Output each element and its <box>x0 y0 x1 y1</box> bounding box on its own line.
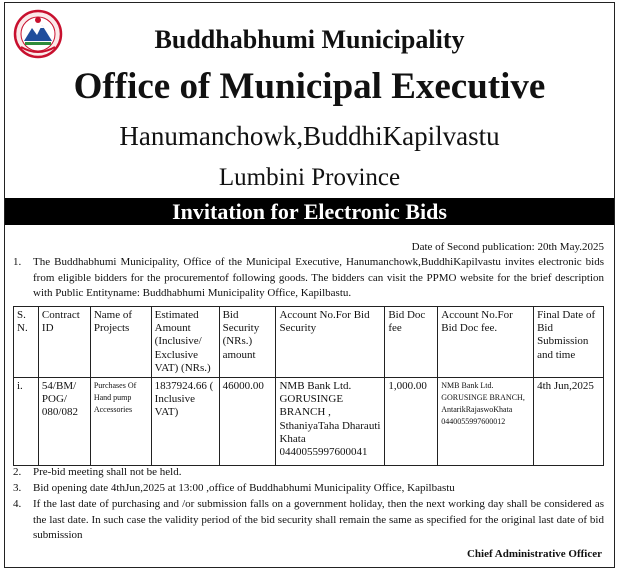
paragraph-number: 1. <box>13 256 22 268</box>
paragraph-3 <box>13 481 604 497</box>
table-row <box>14 378 604 466</box>
paragraph-2 <box>13 465 604 481</box>
column-header: Bid Doc fee <box>385 307 438 378</box>
cell-final-date: 4th Jun,2025 <box>534 378 604 466</box>
office-title: Office of Municipal Executive <box>73 66 546 107</box>
column-header: Account No.For Bid Doc fee. <box>438 307 534 378</box>
paragraph-text: Bid opening date 4thJun,2025 at 13:00 ,office of Buddhabhumi Municipality Office, Kapilbastu <box>33 482 455 494</box>
municipality-name: Buddhabhumi Municipality <box>154 25 465 54</box>
paragraph-number: 4. <box>13 498 22 510</box>
publication-date: Date of Second publication: 20th May.2025 <box>411 241 604 253</box>
cell-doc-account: NMB Bank Ltd. GORUSINGE BRANCH, AntarikRajaswoKhata 0440055997600012 <box>438 378 534 466</box>
column-header: Name of Projects <box>90 307 151 378</box>
column-header: Contract ID <box>38 307 90 378</box>
cell-sn: i. <box>14 378 39 466</box>
paragraph-1 <box>13 255 604 302</box>
signatory-title: Chief Administrative Officer <box>466 548 602 560</box>
notice-banner: Invitation for Electronic Bids <box>5 198 614 225</box>
cell-security-account: NMB Bank Ltd. GORUSINGE BRANCH , SthaniyaTaha Dharauti Khata 0440055997600041 <box>276 378 385 466</box>
paragraph-number: 3. <box>13 482 22 494</box>
bid-table <box>13 306 604 466</box>
column-header: Bid Security (NRs.) amount <box>219 307 276 378</box>
paragraph-text: The Buddhabhumi Municipality, Office of the Municipal Executive, Hanumanchowk,BuddhiKapilvastu invites electronic bids from eligible bidders for the procurementof following goods. The bidders can visit the PPMO website for the brief description with Public Entityname: Buddhabhumi Municipality Office, Kapilbastu. <box>33 256 604 299</box>
notice-page <box>4 2 615 568</box>
cell-estimate: 1837924.66 ( Inclusive VAT) <box>151 378 219 466</box>
column-header: S. N. <box>14 307 39 378</box>
table-header-row <box>14 307 604 378</box>
cell-project: Purchases Of Hand pump Accessories <box>90 378 151 466</box>
paragraph-number: 2. <box>13 466 22 478</box>
column-header: Account No.For Bid Security <box>276 307 385 378</box>
cell-doc-fee: 1,000.00 <box>385 378 438 466</box>
cell-contract-id: 54/BM/ POG/ 080/082 <box>38 378 90 466</box>
cell-security: 46000.00 <box>219 378 276 466</box>
province-name: Lumbini Province <box>218 164 401 191</box>
office-address: Hanumanchowk,BuddhiKapilvastu <box>119 121 500 151</box>
column-header: Final Date of Bid Submission and time <box>534 307 604 378</box>
column-header: Estimated Amount (Inclusive/ Exclusive VAT) (NRs.) <box>151 307 219 378</box>
paragraph-text: Pre-bid meeting shall not be held. <box>33 466 182 478</box>
paragraph-text: If the last date of purchasing and /or submission falls on a government holiday, then the next working day shall be considered as the last date. In such case the validity period of the bid security shall remain the same as specified for the original last date of bid submission <box>33 498 604 541</box>
paragraph-4 <box>13 497 604 544</box>
